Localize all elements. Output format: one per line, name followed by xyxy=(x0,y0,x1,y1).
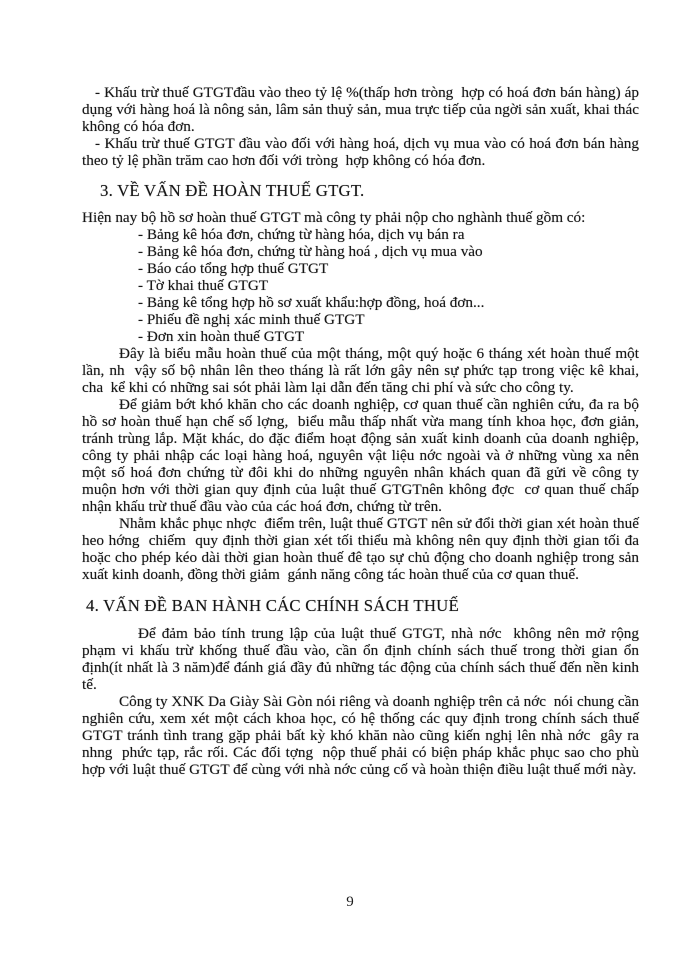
list-item: - Tờ khai thuế GTGT xyxy=(138,277,269,294)
document-body xyxy=(82,84,639,778)
section-3-paragraph: Đây là biểu mẫu hoàn thuế của một tháng, một quý hoặc 6 tháng xét hoàn thuế một lần, nh vậy số bộ nhân lên theo tháng là rất lớn gây nên sự phức tạp trong việc kê khai, cha kể khi có những sai sót phải làm lại dẫn đến tăng chi phí và sức cho công ty. xyxy=(82,345,639,396)
section-3-lead-paragraph: Hiện nay bộ hồ sơ hoàn thuế GTGT mà công ty phải nộp cho nghành thuế gồm có: xyxy=(82,209,586,226)
document-list xyxy=(82,226,639,345)
section-3-heading: 3. VỀ VẤN ĐỀ HOÀN THUẾ GTGT. xyxy=(100,181,365,200)
section-3-paragraph: Để giảm bớt khó khăn cho các doanh nghiệp, cơ quan thuế cần nghiên cứu, đa ra bộ hồ sơ hoàn thuế hạn chế số lợng, biểu mẫu thấp nhất vừa mang tính khoa học, đơn giản, tránh trùng lắp. Mặt khác, do đặc điểm hoạt động sản xuất kinh doanh của doanh nghiệp, công ty phải nhập các loại hàng hoá, nguyên vật liệu nớc ngoài và ở những vùng xa nên một số hoá đơn chứng từ đôi khi do những nguyên nhân khách quan đã gửi về công ty muộn hơn với thời gian quy định của luật thuế GTGTnên không đợc cơ quan thuế chấp nhận khấu trừ thuế đầu vào của các hoá đơn, chứng từ trên. xyxy=(82,396,639,515)
intro-bullet-paragraph: - Khấu trừ thuế GTGTđầu vào theo tỷ lệ %(thấp hơn tròng hợp có hoá đơn bán hàng) áp dụng với hàng hoá là nông sản, lâm sản thuỷ sản, mua trực tiếp của ngời sản xuất, khai thác không có hóa đơn. xyxy=(82,84,639,135)
intro-bullet-paragraph: - Khấu trừ thuế GTGT đầu vào đối với hàng hoá, dịch vụ mua vào có hoá đơn bán hàng theo tỷ lệ phần trăm cao hơn đối với tròng hợp không có hóa đơn. xyxy=(82,135,639,169)
section-4-paragraph: Để đảm bảo tính trung lập của luật thuế GTGT, nhà nớc không nên mở rộng phạm vi khấu trừ khống thuế đầu vào, cần ổn định chính sách thuế trong thời gian ổn định(ít nhất là 3 năm)để đánh giá đầy đủ những tác động của chính sách thuế đến nền kinh tế. xyxy=(82,625,639,693)
list-item: - Đơn xin hoàn thuế GTGT xyxy=(138,328,305,345)
list-item: - Báo cáo tổng hợp thuế GTGT xyxy=(138,260,329,277)
list-item: - Bảng kê hóa đơn, chứng từ hàng hoá , dịch vụ mua vào xyxy=(138,243,483,260)
list-item: - Bảng kê tổng hợp hồ sơ xuất khẩu:hợp đồng, hoá đơn... xyxy=(138,294,485,311)
section-4-paragraph: Công ty XNK Da Giày Sài Gòn nói riêng và doanh nghiệp trên cả nớc nói chung cần nghiên cứu, xem xét một cách khoa học, có hệ thống các quy định trong chính sách thuế GTGT tránh tình trang gặp phải bất kỳ khó khăn nào cũng kiến nghị lên nhà nớc gây ra nhng phức tạp, rắc rối. Các đối tợng nộp thuế phải có biện pháp khắc phục sao cho phù hợp với luật thuế GTGT để cùng với nhà nớc củng cố và hoàn thiện điều luật thuế mới này. xyxy=(82,693,639,778)
section-3-paragraph: Nhằm khắc phục nhợc điểm trên, luật thuế GTGT nên sử đổi thời gian xét hoàn thuế heo hớng chiếm quy định thời gian xét tối thiểu mà không nên quy định thời gian tối đa hoặc cho phép kéo dài thời gian hoàn thuế đê tạo sự chủ động cho doanh nghiệp trong sản xuất kinh doanh, đồng thời giảm gánh năng công tác hoàn thuế của cơ quan thuế. xyxy=(82,515,639,583)
section-4-heading: 4. VẤN ĐỀ BAN HÀNH CÁC CHÍNH SÁCH THUẾ xyxy=(86,596,459,615)
list-item: - Bảng kê hóa đơn, chứng từ hàng hóa, dịch vụ bán ra xyxy=(138,226,465,243)
page-number: 9 xyxy=(346,894,354,910)
list-item: - Phiếu đề nghị xác minh thuế GTGT xyxy=(138,311,365,328)
